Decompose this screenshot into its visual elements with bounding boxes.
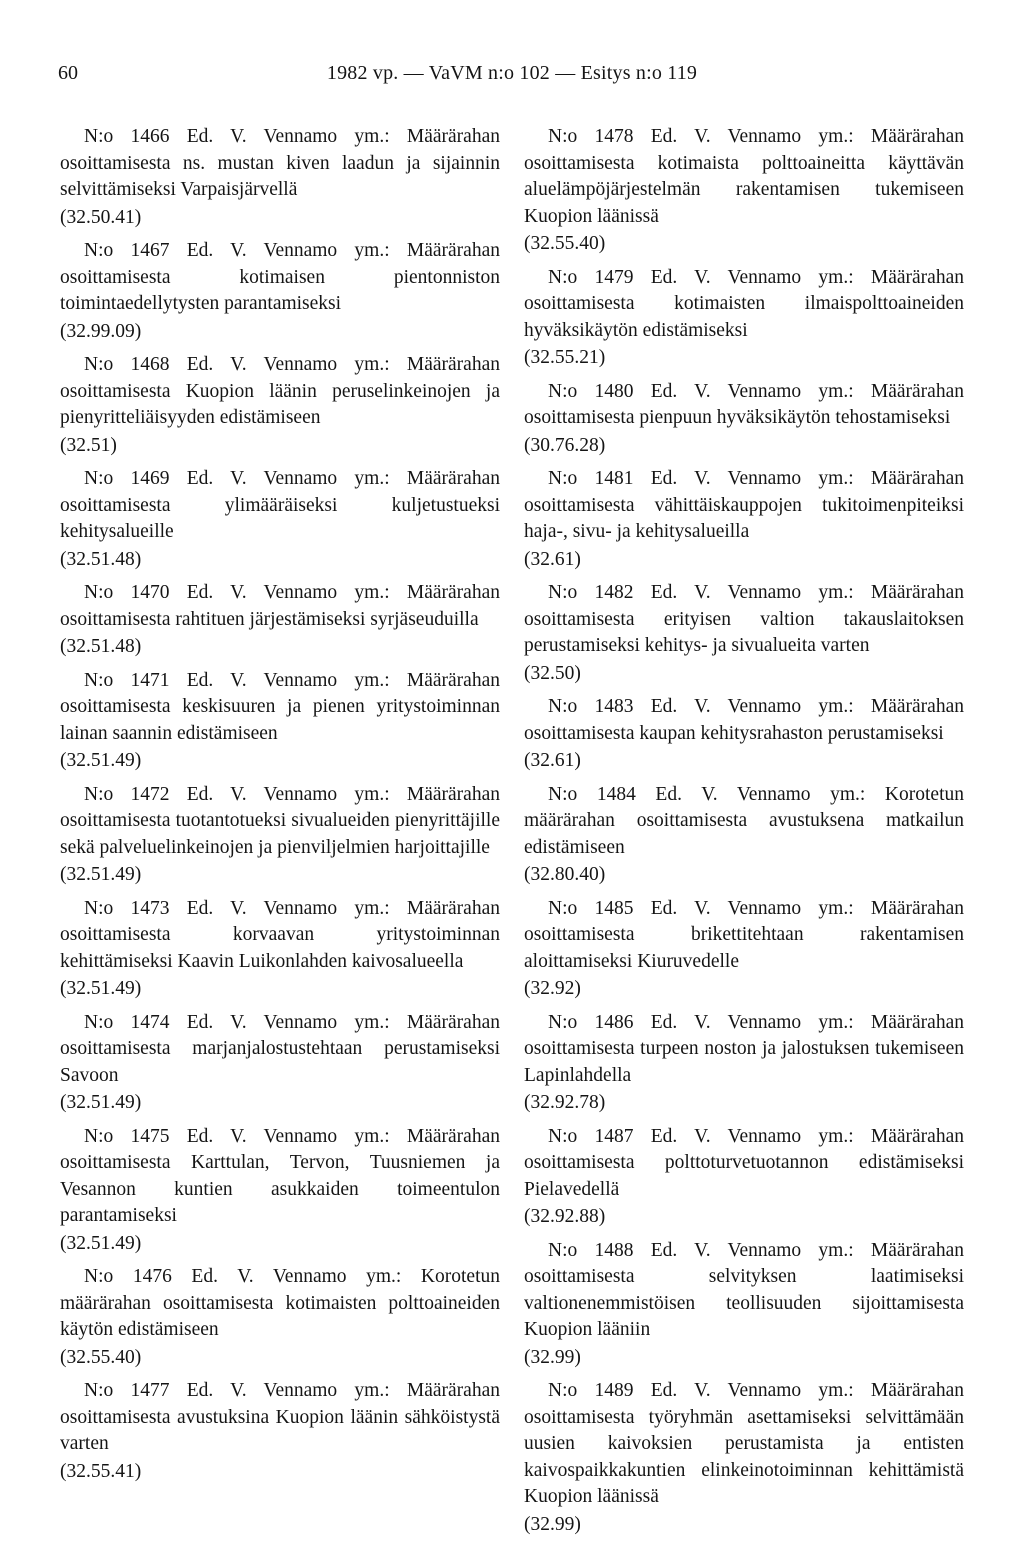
left-column [60, 124, 500, 1492]
budget-code: (32.55.40) [524, 233, 606, 254]
motion-entry [524, 124, 964, 258]
motion-entry [60, 1378, 500, 1485]
budget-code: (32.50) [524, 662, 581, 684]
motion-entry [524, 694, 964, 775]
motion-text: N:o 1472 Ed. V. Vennamo ym.: Määrärahan osoittamisesta tuotantotueksi sivualueiden pienyrittäjille sekä palveluelinkeinojen ja pienviljelmien harjoittajille [60, 783, 500, 858]
budget-code: (32.61) [524, 750, 581, 771]
motion-entry [524, 1238, 964, 1372]
motion-text: N:o 1474 Ed. V. Vennamo ym.: Määrärahan osoittamisesta marjanjalostustehtaan perustamiseksi Savoon [60, 1011, 500, 1086]
motion-text: N:o 1484 Ed. V. Vennamo ym.: Korotetun määrärahan osoittamisesta avustuksena matkailun edistämiseen [524, 783, 964, 858]
motion-entry [524, 580, 964, 687]
motion-entry [524, 1378, 964, 1538]
motion-entry [524, 782, 964, 889]
motion-entry [60, 1264, 500, 1371]
budget-code: (30.76.28) [524, 434, 606, 456]
budget-code: (32.92) [524, 978, 581, 999]
motion-text: N:o 1473 Ed. V. Vennamo ym.: Määrärahan osoittamisesta korvaavan yritystoiminnan kehittämiseksi Kaavin Luikonlahden kaivosalueella [60, 897, 500, 972]
budget-code: (32.99.09) [60, 320, 142, 342]
motion-entry [60, 124, 500, 231]
motion-text: N:o 1470 Ed. V. Vennamo ym.: Määrärahan osoittamisesta rahtituen järjestämiseksi syrjäseuduilla [60, 582, 500, 630]
motion-text: N:o 1479 Ed. V. Vennamo ym.: Määrärahan osoittamisesta kotimaisten ilmaispolttoaineiden hyväksikäytön edistämiseksi [524, 266, 964, 341]
motion-entry [60, 1010, 500, 1117]
motion-text: N:o 1486 Ed. V. Vennamo ym.: Määrärahan osoittamisesta turpeen noston ja jalostuksen tukemiseen Lapinlahdella [524, 1011, 964, 1086]
budget-code: (32.51) [60, 434, 117, 456]
budget-code: (32.80.40) [524, 864, 606, 885]
budget-code: (32.55.41) [60, 1460, 142, 1482]
motion-text: N:o 1471 Ed. V. Vennamo ym.: Määrärahan osoittamisesta keskisuuren ja pienen yritystoiminnan lainan saannin edistämiseen [60, 669, 500, 744]
motion-text: N:o 1468 Ed. V. Vennamo ym.: Määrärahan osoittamisesta Kuopion läänin peruselinkeinojen ja pienyritteliäisyyden edistämiseen [60, 354, 500, 428]
budget-code: (32.99) [524, 1513, 581, 1535]
motion-entry [60, 466, 500, 573]
motion-text: N:o 1478 Ed. V. Vennamo ym.: Määrärahan osoittamisesta kotimaista polttoaineitta käyttävän aluelämpöjärjestelmän rakentamisen tukemiseen Kuopion läänissä [524, 126, 964, 227]
motion-text: N:o 1467 Ed. V. Vennamo ym.: Määrärahan osoittamisesta kotimaisen pientonniston toimintaedellytysten parantamiseksi [60, 240, 500, 314]
motion-text: N:o 1483 Ed. V. Vennamo ym.: Määrärahan osoittamisesta kaupan kehitysrahaston perustamiseksi [524, 696, 964, 744]
motion-entry [524, 379, 964, 460]
budget-code: (32.61) [524, 548, 581, 570]
budget-code: (32.55.40) [60, 1346, 142, 1368]
motion-entry [60, 1124, 500, 1258]
budget-code: (32.51.49) [60, 1092, 142, 1113]
budget-code: (32.99) [524, 1346, 581, 1368]
motion-text: N:o 1488 Ed. V. Vennamo ym.: Määrärahan osoittamisesta selvityksen laatimiseksi valtionenemmistöisen teollisuuden sijoittamisesta Kuopion lääniin [524, 1239, 964, 1340]
motion-entry [60, 352, 500, 459]
motion-entry [60, 668, 500, 775]
motion-entry [60, 782, 500, 889]
budget-code: (32.92.78) [524, 1092, 606, 1113]
budget-code: (32.51.48) [60, 636, 142, 657]
budget-code: (32.51.49) [60, 978, 142, 999]
motion-text: N:o 1482 Ed. V. Vennamo ym.: Määrärahan osoittamisesta erityisen valtion takauslaitoksen perustamiseksi kehitys- ja sivualueita varten [524, 582, 964, 656]
motion-entry [524, 896, 964, 1003]
budget-code: (32.55.21) [524, 347, 606, 368]
motion-entry [60, 896, 500, 1003]
budget-code: (32.51.49) [60, 750, 142, 771]
motion-text: N:o 1476 Ed. V. Vennamo ym.: Korotetun määrärahan osoittamisesta kotimaisten polttoaineiden käytön edistämiseen [60, 1266, 500, 1340]
motion-text: N:o 1477 Ed. V. Vennamo ym.: Määrärahan osoittamisesta avustuksina Kuopion läänin sähköistystä varten [60, 1380, 500, 1454]
motion-text: N:o 1487 Ed. V. Vennamo ym.: Määrärahan osoittamisesta polttoturvetuotannon edistämiseksi Pielavedellä [524, 1125, 964, 1200]
motion-entry [524, 1010, 964, 1117]
motion-text: N:o 1480 Ed. V. Vennamo ym.: Määrärahan osoittamisesta pienpuun hyväksikäytön tehostamiseksi [524, 380, 964, 428]
motion-entry [524, 1124, 964, 1231]
budget-code: (32.92.88) [524, 1206, 606, 1227]
motion-text: N:o 1475 Ed. V. Vennamo ym.: Määrärahan osoittamisesta Karttulan, Tervon, Tuusniemen ja Vesannon kuntien asukkaiden toimeentulon parantamiseksi [60, 1125, 500, 1226]
motion-text: N:o 1485 Ed. V. Vennamo ym.: Määrärahan osoittamisesta brikettitehtaan rakentamisen aloittamiseksi Kiuruvedelle [524, 897, 964, 972]
running-head: 1982 vp. — VaVM n:o 102 — Esitys n:o 119 [326, 62, 698, 84]
page-number: 60 [58, 62, 78, 84]
right-column [524, 124, 964, 1545]
budget-code: (32.51.49) [60, 864, 142, 885]
budget-code: (32.51.49) [60, 1232, 142, 1254]
motion-text: N:o 1481 Ed. V. Vennamo ym.: Määrärahan osoittamisesta vähittäiskauppojen tukitoimenpiteiksi haja-, sivu- ja kehitysalueilla [524, 468, 964, 542]
motion-text: N:o 1469 Ed. V. Vennamo ym.: Määrärahan osoittamisesta ylimääräiseksi kuljetustueksi kehitysalueille [60, 468, 500, 542]
budget-code: (32.51.48) [60, 548, 142, 570]
motion-entry [60, 238, 500, 345]
motion-entry [60, 580, 500, 661]
motion-text: N:o 1466 Ed. V. Vennamo ym.: Määrärahan osoittamisesta ns. mustan kiven laadun ja sijainnin selvittämiseksi Varpaisjärvellä [60, 126, 500, 200]
budget-code: (32.50.41) [60, 206, 142, 228]
motion-entry [524, 265, 964, 372]
motion-entry [524, 466, 964, 573]
motion-text: N:o 1489 Ed. V. Vennamo ym.: Määrärahan osoittamisesta työryhmän asettamiseksi selvittämään uusien kaivoksien perustamista ja entisten kaivospaikkakuntien elinkeinotoiminnan kehittämistä Kuopion läänissä [524, 1380, 964, 1507]
